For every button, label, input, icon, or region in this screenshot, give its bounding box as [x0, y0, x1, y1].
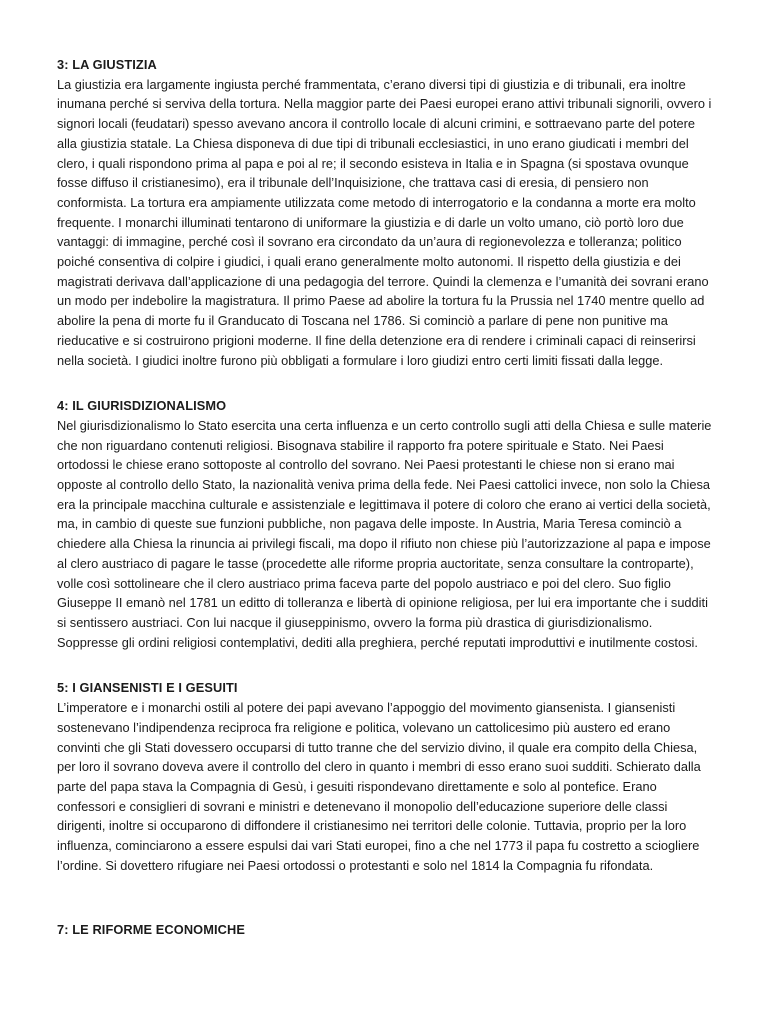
- section-riforme-economiche: [57, 920, 712, 940]
- section-body-il-giurisdizionalismo: Nel giurisdizionalismo lo Stato esercita una certa influenza e un certo controllo sugli atti della Chiesa e sulle materie che non riguardano contenuti religiosi. Bisognava stabilire il rapporto fra potere spirituale e Stato. Nei Paesi ortodossi le chiese erano sottoposte al controllo del sovrano. Nei Paesi protestanti le chiese non si erano mai opposte al controllo dello Stato, la nazionalità veniva prima della fede. Nei Paesi cattolici invece, non solo la Chiesa era la principale macchina culturale e assistenziale e legittimava il potere di coloro che erano ai vertici della società, ma, in cambio di queste sue funzioni pubbliche, non pagava delle imposte. In Austria, Maria Teresa cominciò a chiedere alla Chiesa la rinuncia ai privilegi fiscali, ma dopo il rifiuto non chiese più l’autorizzazione al papa e impose al clero austriaco di pagare le tasse (procedette alle riforme propria auctoritate, senza consultare la controparte), volle così sottolineare che il clero austriaco prima faceva parte del popolo austriaco e poi del clero. Suo figlio Giuseppe II emanò nel 1781 un editto di tolleranza e libertà di opinione religiosa, per lui era importante che i sudditi si sentissero austriaci. Con lui nacque il giuseppinismo, ovvero la forma più drastica di giurisdizionalismo. Soppresse gli ordini religiosi contemplativi, dediti alla preghiera, perché reputati improduttivi e inutilmente costosi.: [57, 417, 712, 650]
- section-la-giustizia: [57, 55, 712, 370]
- section-giansenisti-gesuiti: [57, 678, 712, 875]
- section-body-giansenisti-gesuiti: L’imperatore e i monarchi ostili al potere dei papi avevano l’appoggio del movimento giansenista. I giansenisti sostenevano l’indipendenza reciproca fra religione e politica, volevano un cattolicesimo più austero ed erano convinti che gli Stati dovessero occuparsi di tutto tranne che del servizio divino, il quale era compito della Chiesa, per loro il sovrano doveva avere il controllo del clero in quanto i membri di esso erano suoi sudditi. Schierato dalla parte del papa stava la Compagnia di Gesù, i gesuiti rispondevano direttamente e solo al pontefice. Erano confessori e consiglieri di sovrani e ministri e detenevano il monopolio dell’educazione superiore delle classi dirigenti, inoltre si occuparono di diffondere il cristianesimo nei territori delle colonie. Tuttavia, proprio per la loro influenza, cominciarono a essere espulsi dai vari Stati europei, fino a che nel 1773 il papa fu costretto a sciogliere l’ordine. Si dovettero rifugiare nei Paesi ortodossi o protestanti e solo nel 1814 la Compagnia fu rifondata.: [57, 700, 701, 873]
- section-il-giurisdizionalismo: [57, 396, 712, 652]
- section-heading-riforme-economiche: 7: LE RIFORME ECONOMICHE: [57, 922, 245, 938]
- section-heading-il-giurisdizionalismo: 4: IL GIURISDIZIONALISMO: [57, 398, 227, 414]
- section-body-la-giustizia: La giustizia era largamente ingiusta perché frammentata, c’erano diversi tipi di giustizia e di tribunali, era inoltre inumana perché si serviva della tortura. Nella maggior parte dei Paesi europei erano attivi tribunali signorili, ovvero i signori locali (feudatari) spesso avevano ancora il controllo locale di alcuni crimini, e sottraevano parte del potere alla giustizia statale. La Chiesa disponeva di due tipi di tribunali ecclesiastici, in uno erano giudicati i membri del clero, i quali rispondono prima al papa e poi al re; il secondo esisteva in Italia e in Spagna (si spostava ovunque fosse diffuso il cristianesimo), era il tribunale dell’Inquisizione, che trattava casi di eresia, di pensiero non conformista. La tortura era ampiamente utilizzata come metodo di interrogatorio e la condanna a morte era molto frequente. I monarchi illuminati tentarono di uniformare la giustizia e di darle un volto umano, ciò portò loro due vantaggi: di immagine, perché così il sovrano era circondato da un’aura di regionevolezza e tolleranza; politico poiché consentiva di colpire i giudici, i quali erano generalmente molto autonomi. Il rispetto della giustizia e dei magistrati derivava dall’applicazione di una pedagogia del terrore. Quindi la clemenza e l’umanità dei sovrani erano un modo per indebolire la magistratura. Il primo Paese ad abolire la tortura fu la Prussia nel 1740 mentre quello ad abolire la pena di morte fu il Granducato di Toscana nel 1786. Si cominciò a parlare di pene non punitive ma rieducative e si costruirono prigioni moderne. Il fine della detenzione era di rendere i criminali capaci di reinserirsi nella società. I giudici inoltre furono più obbligati a formulare i loro giudizi entro certi limiti fissati dalla legge.: [57, 76, 712, 368]
- section-heading-la-giustizia: 3: LA GIUSTIZIA: [57, 57, 157, 72]
- section-heading-giansenisti-gesuiti: 5: I GIANSENISTI E I GESUITI: [57, 680, 238, 696]
